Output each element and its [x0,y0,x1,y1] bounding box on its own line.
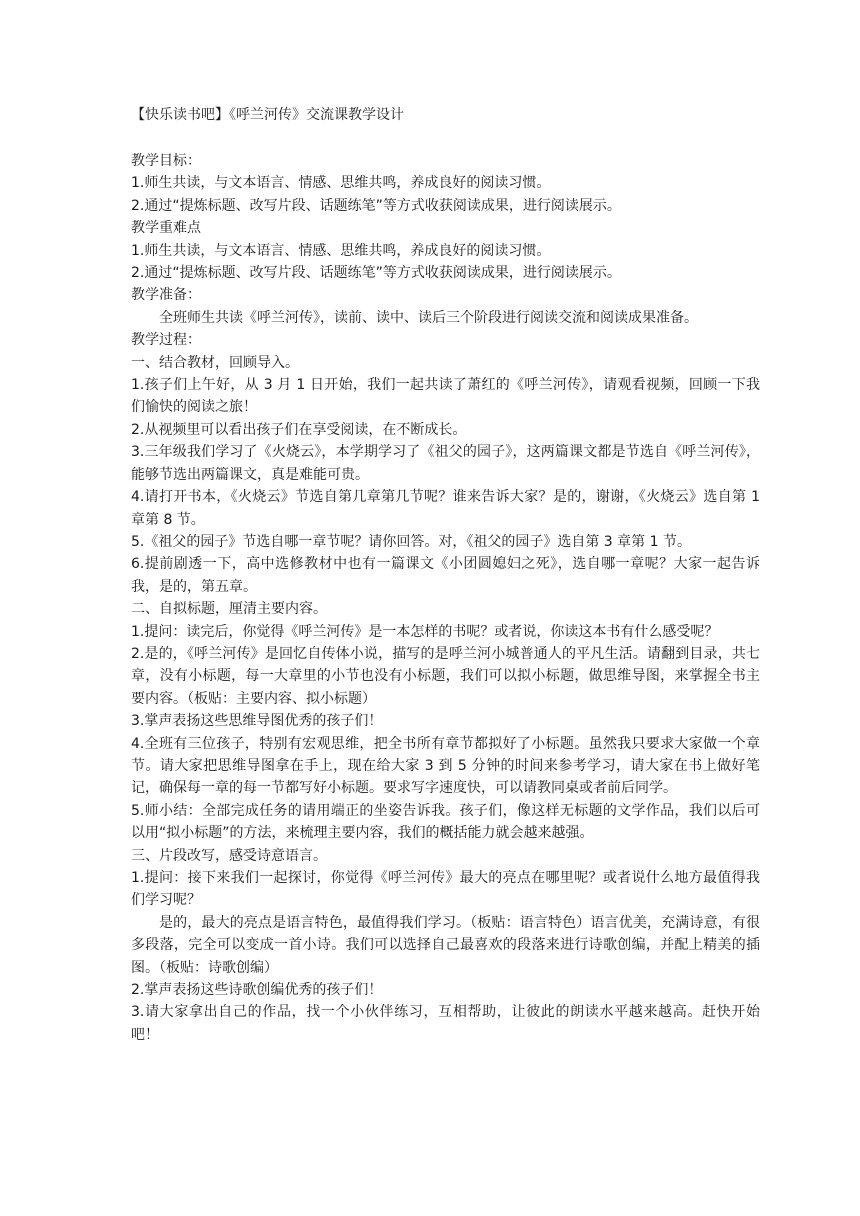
paragraph: 教学重难点 [131,220,201,237]
paragraph: 三、片段改写，感受诗意语言。 [131,847,327,864]
paragraph: 2.是的，《呼兰河传》是回忆自传体小说，描写的是呼兰河小城普通人的平凡生活。请翻到目录，共七章，没有小标题，每一大章里的小节也没有小标题，我们可以拟小标题，做思维导图，来掌握全书主要内容。（板贴：主要内容、拟小标题） [131,645,760,707]
document-body [131,150,760,1046]
paragraph: 教学目标： [131,153,201,169]
paragraph: 6.提前剧透一下，高中选修教材中也有一篇课文《小团圆媳妇之死》，选自哪一章呢？大家一起告诉我，是的，第五章。 [131,556,760,595]
paragraph: 5.师小结：全部完成任务的请用端正的坐姿告诉我。孩子们，像这样无标题的文学作品，我们以后可以用“拟小标题”的方法，来梳理主要内容，我们的概括能力就会越来越强。 [131,802,760,842]
paragraph: 3.掌声表扬这些思维导图优秀的孩子们！ [131,713,383,730]
paragraph: 3.三年级我们学习了《火烧云》，本学期学习了《祖父的园子》，这两篇课文都是节选自《呼兰河传》，能够节选出两篇课文，真是难能可贵。 [131,444,760,483]
paragraph: 2.通过“提炼标题、改写片段、话题练笔”等方式收获阅读成果，进行阅读展示。 [131,197,621,214]
paragraph: 3.请大家拿出自己的作品，找一个小伙伴练习，互相帮助，让彼此的朗读水平越来越高。赶快开始吧！ [131,1004,760,1043]
paragraph: 2.通过“提炼标题、改写片段、话题练笔”等方式收获阅读成果，进行阅读展示。 [131,265,621,282]
paragraph: 4.请打开书本，《火烧云》节选自第几章第几节呢？谁来告诉大家？是的，谢谢，《火烧云》选自第 1 章第 8 节。 [131,489,760,528]
paragraph: 全班师生共读《呼兰河传》，读前、读中、读后三个阶段进行阅读交流和阅读成果准备。 [159,309,698,326]
paragraph: 2.掌声表扬这些诗歌创编优秀的孩子们！ [131,982,383,999]
paragraph: 教学过程： [131,332,201,349]
paragraph: 教学准备： [131,287,201,304]
paragraph: 1.孩子们上午好，从 3 月 1 日开始，我们一起共读了萧红的《呼兰河传》，请观看视频，回顾一下我们愉快的阅读之旅！ [131,377,760,416]
paragraph: 2.从视频里可以看出孩子们在享受阅读，在不断成长。 [131,421,467,438]
paragraph: 是的，最大的亮点是语言特色，最值得我们学习。（板贴：语言特色）语言优美，充满诗意，有很多段落，完全可以变成一首小诗。我们可以选择自己最喜欢的段落来进行诗歌创编，并配上精美的插图。（板贴：诗歌创编） [131,914,760,976]
paragraph: 一、结合教材，回顾导入。 [131,354,299,371]
paragraph: 1.师生共读，与文本语言、情感、思维共鸣，养成良好的阅读习惯。 [131,175,551,192]
paragraph: 1.师生共读，与文本语言、情感、思维共鸣，养成良好的阅读习惯。 [131,242,551,259]
paragraph: 5.《祖父的园子》节选自哪一章节呢？请你回答。对，《祖父的园子》选自第 3 章第 1 节。 [131,533,691,550]
paragraph: 4.全班有三位孩子，特别有宏观思维，把全书所有章节都拟好了小标题。虽然我只要求大家做一个章节。请大家把思维导图拿在手上，现在给大家 3 到 5 分钟的时间来参考学习，请大家在书上做好笔记，确保每一章的每一节都写好小标题。要求写字速度快，可以请教同桌或者前后同学。 [131,735,760,797]
paragraph: 1.提问：接下来我们一起探讨，你觉得《呼兰河传》最大的亮点在哪里呢？或者说什么地方最值得我们学习呢？ [131,870,760,909]
paragraph: 二、自拟标题，厘清主要内容。 [131,601,327,618]
document-title: 【快乐读书吧】《呼兰河传》交流课教学设计 [131,107,404,123]
paragraph: 1.提问：读完后，你觉得《呼兰河传》是一本怎样的书呢？或者说，你读这本书有什么感受呢？ [131,623,719,640]
